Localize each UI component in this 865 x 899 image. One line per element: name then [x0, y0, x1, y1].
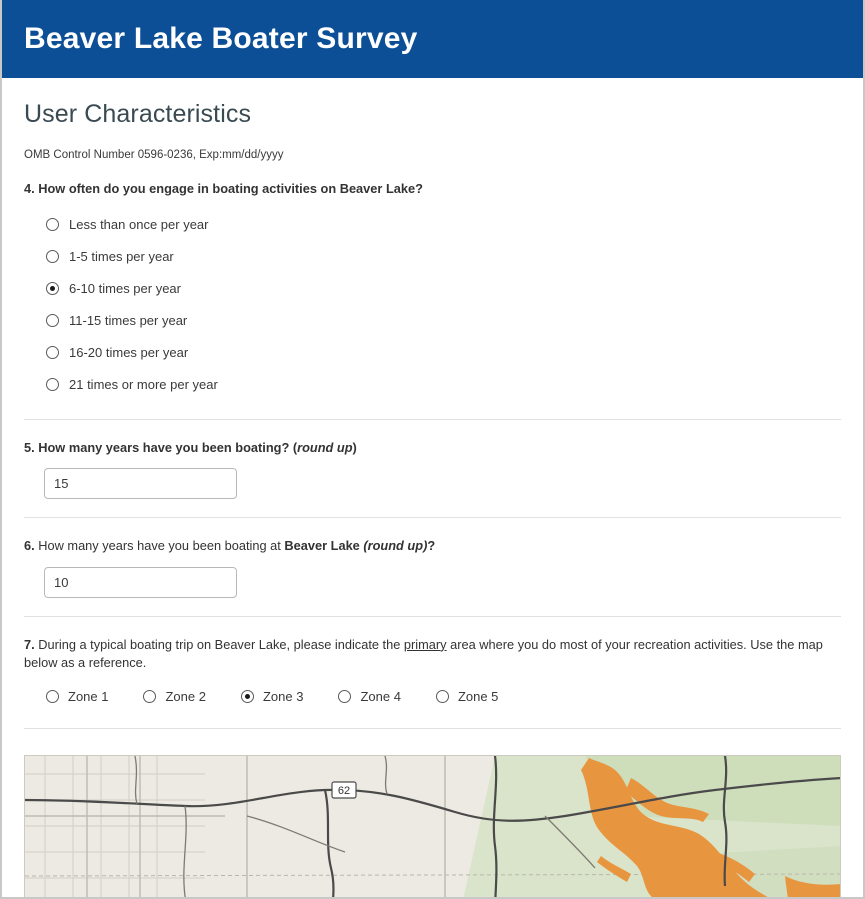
question-5-label	[24, 439, 841, 458]
question-4-text: How often do you engage in boating activities on Beaver Lake?	[38, 181, 423, 196]
section-title: User Characteristics	[24, 100, 252, 128]
highway-shield-icon	[332, 782, 356, 798]
radio-icon-selected[interactable]	[46, 282, 59, 295]
question-6-number: 6.	[24, 538, 35, 554]
divider	[24, 728, 841, 729]
page-header	[2, 0, 863, 78]
question-7-label	[24, 636, 841, 673]
radio-icon[interactable]	[46, 378, 59, 391]
radio-option-zone-2[interactable]	[143, 689, 205, 704]
question-6-text-bold: Beaver Lake	[284, 538, 360, 554]
question-7-text-underline: primary	[403, 636, 447, 652]
radio-option-label: Zone 1	[68, 688, 109, 704]
svg-text:62: 62	[337, 784, 351, 797]
radio-option-row[interactable]	[46, 209, 841, 241]
reference-map[interactable]	[24, 755, 841, 899]
radio-option-label: Zone 3	[262, 688, 304, 704]
question-4-label	[24, 180, 841, 199]
radio-option-zone-4[interactable]	[338, 689, 400, 704]
question-7-text-part2: area where you do most of your recreation activities. Use the map below as a reference.	[24, 636, 823, 671]
question-5-text-suffix: )	[352, 439, 357, 455]
divider	[24, 616, 841, 617]
radio-icon[interactable]	[46, 314, 59, 327]
radio-option-label: 21 times or more per year	[69, 377, 218, 393]
question-4-number: 4.	[24, 181, 35, 196]
radio-option-label: 1-5 times per year	[69, 249, 174, 265]
radio-icon[interactable]	[338, 690, 351, 703]
radio-option-zone-5[interactable]	[436, 689, 498, 704]
years-boating-beaver-lake-input[interactable]	[44, 567, 237, 598]
question-7-options	[46, 689, 841, 704]
radio-option-row[interactable]	[46, 305, 841, 337]
radio-option-row[interactable]	[46, 273, 841, 305]
radio-option-row[interactable]	[46, 337, 841, 369]
map-graphic	[25, 756, 841, 899]
radio-icon[interactable]	[46, 218, 59, 231]
question-6-text: How many years have you been boating at	[38, 538, 285, 554]
radio-option-label: Zone 4	[360, 688, 401, 704]
radio-option-zone-1[interactable]	[46, 689, 108, 704]
radio-option-label: 16-20 times per year	[69, 345, 189, 361]
question-5-text: How many years have you been boating? (	[38, 439, 298, 455]
radio-option-label: 11-15 times per year	[69, 313, 188, 329]
radio-option-label: Less than once per year	[69, 217, 209, 233]
question-5-number: 5.	[24, 439, 35, 455]
question-5-text-italic: round up	[297, 439, 353, 455]
question-6-label	[24, 537, 841, 556]
radio-option-label: Zone 5	[457, 688, 499, 704]
radio-option-zone-3[interactable]	[241, 689, 303, 704]
divider	[24, 517, 841, 518]
question-6-text-italic: (round up)	[359, 538, 428, 554]
radio-icon[interactable]	[436, 690, 449, 703]
radio-icon[interactable]	[46, 346, 59, 359]
radio-icon-selected[interactable]	[241, 690, 254, 703]
divider	[24, 419, 841, 420]
radio-icon[interactable]	[143, 690, 156, 703]
question-7-text-part1: During a typical boating trip on Beaver Lake, please indicate the	[38, 636, 404, 652]
question-6-text-suffix: ?	[427, 538, 436, 554]
question-7-number: 7.	[24, 636, 35, 652]
radio-option-row[interactable]	[46, 369, 841, 401]
omb-control-number: OMB Control Number 0596-0236, Exp:mm/dd/yyyy	[24, 149, 284, 161]
survey-content	[2, 78, 863, 729]
years-boating-input[interactable]	[44, 468, 237, 499]
radio-icon[interactable]	[46, 690, 59, 703]
page-title: Beaver Lake Boater Survey	[24, 22, 418, 55]
radio-icon[interactable]	[46, 250, 59, 263]
radio-option-label: 6-10 times per year	[69, 281, 181, 297]
radio-option-row[interactable]	[46, 241, 841, 273]
question-4-options	[46, 209, 841, 401]
radio-option-label: Zone 2	[165, 688, 206, 704]
reference-map-container	[2, 755, 863, 899]
